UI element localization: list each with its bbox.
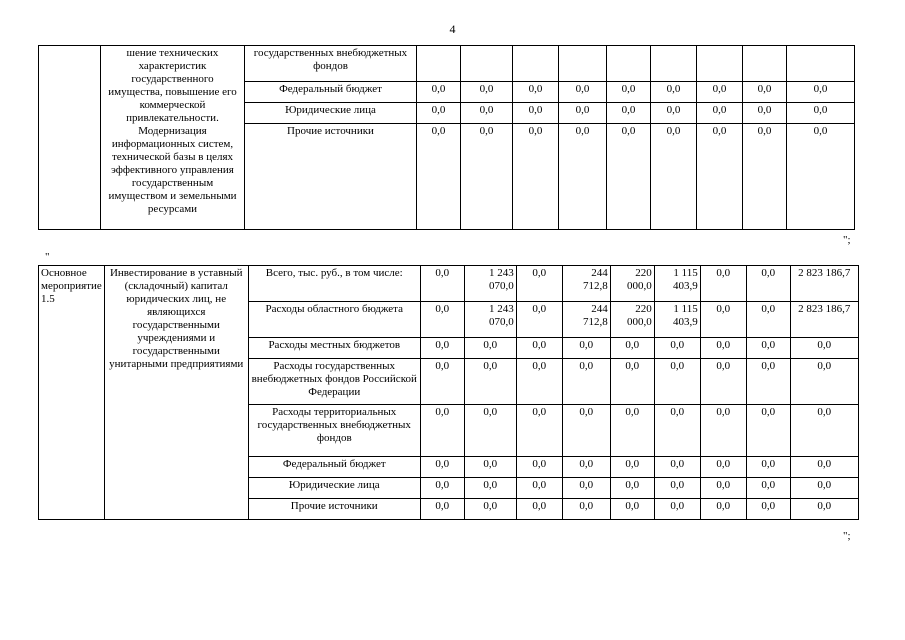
value-cell: 0,0 xyxy=(790,338,858,359)
value-cell: 0,0 xyxy=(746,499,790,520)
value-cell: 0,0 xyxy=(790,457,858,478)
value-cell: 0,0 xyxy=(787,82,855,103)
value-cell: 0,0 xyxy=(746,405,790,457)
value-cell: 0,0 xyxy=(610,359,654,405)
value-cell: 0,0 xyxy=(746,457,790,478)
value-cell: 0,0 xyxy=(516,302,562,338)
value-cell: 220 000,0 xyxy=(610,266,654,302)
value-cell: 0,0 xyxy=(700,457,746,478)
value-cell: 0,0 xyxy=(746,338,790,359)
value-cell: 0,0 xyxy=(513,103,559,124)
value-cell: 0,0 xyxy=(461,82,513,103)
funding-source-cell: Расходы территориальных государственных внебюджетных фондов xyxy=(248,405,420,457)
value-cell: 0,0 xyxy=(420,478,464,499)
value-cell: 0,0 xyxy=(464,338,516,359)
value-cell: 0,0 xyxy=(697,124,743,230)
value-cell: 220 000,0 xyxy=(610,302,654,338)
value-cell xyxy=(559,46,607,82)
measure-description-cell: Инвестирование в уставный (складочный) капитал юридических лиц, не являющихся государственными учреждениями и государственными унитарными предприятиями xyxy=(104,266,248,520)
value-cell: 0,0 xyxy=(516,266,562,302)
value-cell: 0,0 xyxy=(417,124,461,230)
funding-source-cell: Федеральный бюджет xyxy=(245,82,417,103)
value-cell: 0,0 xyxy=(420,266,464,302)
value-cell: 0,0 xyxy=(610,405,654,457)
value-cell: 0,0 xyxy=(516,478,562,499)
funding-source-cell: Юридические лица xyxy=(245,103,417,124)
value-cell: 0,0 xyxy=(790,478,858,499)
value-cell: 1 243 070,0 xyxy=(464,266,516,302)
funding-source-cell: Юридические лица xyxy=(248,478,420,499)
value-cell: 0,0 xyxy=(461,103,513,124)
measure-code-cell xyxy=(39,46,101,230)
value-cell xyxy=(461,46,513,82)
value-cell: 2 823 186,7 xyxy=(790,302,858,338)
funding-source-cell: Всего, тыс. руб., в том числе: xyxy=(248,266,420,302)
value-cell: 0,0 xyxy=(562,499,610,520)
value-cell: 0,0 xyxy=(562,338,610,359)
value-cell: 0,0 xyxy=(417,82,461,103)
value-cell: 0,0 xyxy=(790,359,858,405)
value-cell: 2 823 186,7 xyxy=(790,266,858,302)
funding-source-cell: Федеральный бюджет xyxy=(248,457,420,478)
value-cell: 0,0 xyxy=(697,103,743,124)
value-cell: 0,0 xyxy=(464,478,516,499)
funding-source-cell: Расходы местных бюджетов xyxy=(248,338,420,359)
value-cell: 0,0 xyxy=(700,338,746,359)
value-cell: 0,0 xyxy=(654,359,700,405)
value-cell: 0,0 xyxy=(700,478,746,499)
value-cell: 0,0 xyxy=(787,103,855,124)
closing-quote-2: "; xyxy=(843,530,851,542)
value-cell: 0,0 xyxy=(559,103,607,124)
value-cell: 0,0 xyxy=(464,457,516,478)
value-cell: 0,0 xyxy=(562,457,610,478)
value-cell: 0,0 xyxy=(420,359,464,405)
value-cell: 0,0 xyxy=(654,478,700,499)
value-cell: 0,0 xyxy=(420,457,464,478)
value-cell xyxy=(417,46,461,82)
value-cell: 1 115 403,9 xyxy=(654,266,700,302)
value-cell: 0,0 xyxy=(516,499,562,520)
value-cell: 0,0 xyxy=(420,405,464,457)
value-cell xyxy=(607,46,651,82)
value-cell: 0,0 xyxy=(746,359,790,405)
value-cell: 0,0 xyxy=(654,499,700,520)
opening-quote: " xyxy=(45,251,50,263)
funding-table-continued xyxy=(38,45,855,230)
value-cell: 0,0 xyxy=(607,124,651,230)
value-cell: 0,0 xyxy=(651,103,697,124)
value-cell: 0,0 xyxy=(516,405,562,457)
value-cell xyxy=(513,46,559,82)
value-cell: 0,0 xyxy=(420,302,464,338)
value-cell: 0,0 xyxy=(607,103,651,124)
value-cell: 0,0 xyxy=(513,124,559,230)
value-cell: 0,0 xyxy=(562,359,610,405)
value-cell xyxy=(697,46,743,82)
value-cell: 0,0 xyxy=(516,359,562,405)
value-cell: 0,0 xyxy=(700,266,746,302)
value-cell: 0,0 xyxy=(743,103,787,124)
value-cell: 0,0 xyxy=(746,266,790,302)
value-cell: 0,0 xyxy=(607,82,651,103)
value-cell: 0,0 xyxy=(562,405,610,457)
value-cell: 0,0 xyxy=(697,82,743,103)
value-cell: 0,0 xyxy=(746,302,790,338)
page-number: 4 xyxy=(449,22,456,36)
value-cell: 0,0 xyxy=(464,405,516,457)
value-cell: 0,0 xyxy=(700,405,746,457)
value-cell: 0,0 xyxy=(654,338,700,359)
value-cell: 0,0 xyxy=(464,499,516,520)
value-cell: 244 712,8 xyxy=(562,302,610,338)
value-cell: 0,0 xyxy=(787,124,855,230)
value-cell xyxy=(743,46,787,82)
value-cell: 0,0 xyxy=(513,82,559,103)
table-row xyxy=(39,266,859,302)
value-cell: 0,0 xyxy=(559,124,607,230)
funding-source-cell: Расходы государственных внебюджетных фондов Российской Федерации xyxy=(248,359,420,405)
value-cell: 0,0 xyxy=(610,499,654,520)
funding-table-measure-1-5 xyxy=(38,265,859,520)
value-cell: 0,0 xyxy=(654,457,700,478)
value-cell: 0,0 xyxy=(700,359,746,405)
value-cell: 0,0 xyxy=(420,499,464,520)
measure-code-cell: Основное мероприятие 1.5 xyxy=(39,266,105,520)
value-cell xyxy=(787,46,855,82)
value-cell: 0,0 xyxy=(516,457,562,478)
value-cell: 0,0 xyxy=(743,124,787,230)
value-cell: 1 243 070,0 xyxy=(464,302,516,338)
value-cell: 0,0 xyxy=(743,82,787,103)
value-cell: 0,0 xyxy=(610,457,654,478)
funding-source-cell: Прочие источники xyxy=(245,124,417,230)
value-cell: 0,0 xyxy=(790,499,858,520)
value-cell: 0,0 xyxy=(461,124,513,230)
funding-source-cell: Прочие источники xyxy=(248,499,420,520)
value-cell: 0,0 xyxy=(516,338,562,359)
value-cell: 0,0 xyxy=(654,405,700,457)
value-cell: 0,0 xyxy=(562,478,610,499)
funding-source-cell: Расходы областного бюджета xyxy=(248,302,420,338)
value-cell: 0,0 xyxy=(790,405,858,457)
value-cell xyxy=(651,46,697,82)
value-cell: 0,0 xyxy=(651,124,697,230)
value-cell: 0,0 xyxy=(700,302,746,338)
value-cell: 0,0 xyxy=(559,82,607,103)
value-cell: 0,0 xyxy=(464,359,516,405)
value-cell: 0,0 xyxy=(651,82,697,103)
funding-source-cell: государственных внебюджетных фондов xyxy=(245,46,417,82)
value-cell: 0,0 xyxy=(746,478,790,499)
value-cell: 1 115 403,9 xyxy=(654,302,700,338)
value-cell: 0,0 xyxy=(700,499,746,520)
table-row xyxy=(39,46,855,82)
value-cell: 0,0 xyxy=(610,478,654,499)
measure-description-cell: шение технических характеристик государственного имущества, повышение его коммерческой привлекательности. Модернизация информационных систем, технической базы в целях эффективного управления государственным имуществом и земельными ресурсами xyxy=(101,46,245,230)
value-cell: 0,0 xyxy=(610,338,654,359)
closing-quote: "; xyxy=(843,234,851,246)
value-cell: 0,0 xyxy=(417,103,461,124)
value-cell: 0,0 xyxy=(420,338,464,359)
value-cell: 244 712,8 xyxy=(562,266,610,302)
